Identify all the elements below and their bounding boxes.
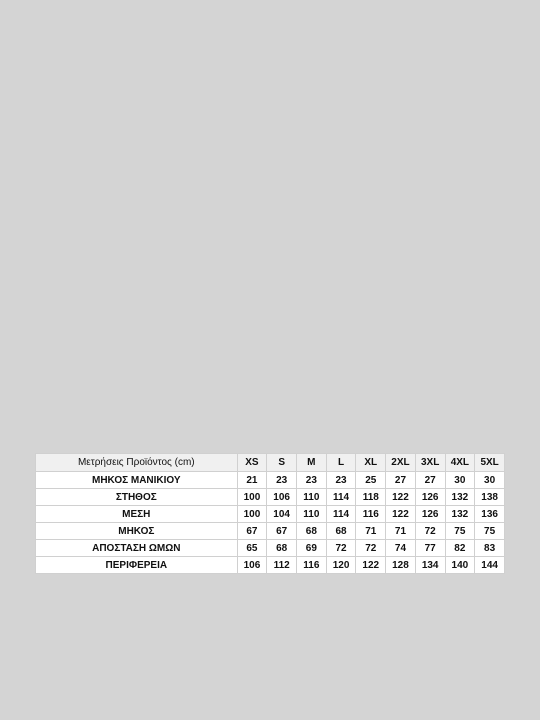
- table-row: [36, 472, 505, 489]
- row-label-length: ΜΗΚΟΣ: [36, 523, 238, 540]
- table-cell: 72: [326, 540, 356, 557]
- size-chart-header-label: Μετρήσεις Προϊόντος (cm): [36, 454, 238, 472]
- table-cell: 140: [445, 557, 475, 574]
- size-header-3xl: 3XL: [415, 454, 445, 472]
- table-cell: 21: [237, 472, 267, 489]
- table-cell: 75: [445, 523, 475, 540]
- table-cell: 23: [326, 472, 356, 489]
- table-row: [36, 489, 505, 506]
- table-cell: 138: [475, 489, 505, 506]
- table-cell: 82: [445, 540, 475, 557]
- table-cell: 75: [475, 523, 505, 540]
- row-label-circumference: ΠΕΡΙΦΕΡΕΙΑ: [36, 557, 238, 574]
- size-header-xl: XL: [356, 454, 386, 472]
- table-cell: 72: [415, 523, 445, 540]
- table-cell: 126: [415, 506, 445, 523]
- table-cell: 110: [297, 506, 327, 523]
- table-cell: 132: [445, 506, 475, 523]
- table-cell: 68: [326, 523, 356, 540]
- table-cell: 30: [475, 472, 505, 489]
- table-cell: 77: [415, 540, 445, 557]
- table-cell: 144: [475, 557, 505, 574]
- table-cell: 71: [386, 523, 416, 540]
- table-cell: 116: [297, 557, 327, 574]
- table-cell: 72: [356, 540, 386, 557]
- size-header-4xl: 4XL: [445, 454, 475, 472]
- row-label-sleeve-length: ΜΗΚΟΣ ΜΑΝΙΚΙΟΥ: [36, 472, 238, 489]
- table-row: [36, 540, 505, 557]
- size-header-s: S: [267, 454, 297, 472]
- size-header-5xl: 5XL: [475, 454, 505, 472]
- row-label-shoulder-width: ΑΠΟΣΤΑΣΗ ΩΜΩΝ: [36, 540, 238, 557]
- table-cell: 30: [445, 472, 475, 489]
- table-cell: 104: [267, 506, 297, 523]
- table-cell: 65: [237, 540, 267, 557]
- table-cell: 106: [267, 489, 297, 506]
- table-cell: 69: [297, 540, 327, 557]
- table-cell: 71: [356, 523, 386, 540]
- table-cell: 120: [326, 557, 356, 574]
- size-chart-header-row: [36, 454, 505, 472]
- table-cell: 106: [237, 557, 267, 574]
- size-header-l: L: [326, 454, 356, 472]
- table-cell: 67: [237, 523, 267, 540]
- table-cell: 122: [356, 557, 386, 574]
- table-cell: 100: [237, 489, 267, 506]
- table-cell: 122: [386, 489, 416, 506]
- table-cell: 136: [475, 506, 505, 523]
- table-cell: 114: [326, 489, 356, 506]
- table-cell: 83: [475, 540, 505, 557]
- table-cell: 27: [386, 472, 416, 489]
- table-cell: 23: [267, 472, 297, 489]
- table-cell: 116: [356, 506, 386, 523]
- size-chart-table: [35, 453, 505, 574]
- table-cell: 112: [267, 557, 297, 574]
- table-cell: 25: [356, 472, 386, 489]
- size-header-2xl: 2XL: [386, 454, 416, 472]
- table-row: [36, 506, 505, 523]
- table-cell: 128: [386, 557, 416, 574]
- row-label-chest: ΣΤΗΘΟΣ: [36, 489, 238, 506]
- table-cell: 118: [356, 489, 386, 506]
- table-cell: 67: [267, 523, 297, 540]
- table-cell: 114: [326, 506, 356, 523]
- row-label-waist: ΜΕΣΗ: [36, 506, 238, 523]
- table-cell: 100: [237, 506, 267, 523]
- table-cell: 68: [297, 523, 327, 540]
- table-row: [36, 523, 505, 540]
- table-cell: 23: [297, 472, 327, 489]
- table-cell: 74: [386, 540, 416, 557]
- table-cell: 68: [267, 540, 297, 557]
- table-cell: 122: [386, 506, 416, 523]
- table-cell: 27: [415, 472, 445, 489]
- table-cell: 134: [415, 557, 445, 574]
- table-row: [36, 557, 505, 574]
- table-cell: 110: [297, 489, 327, 506]
- table-cell: 126: [415, 489, 445, 506]
- table-cell: 132: [445, 489, 475, 506]
- size-header-xs: XS: [237, 454, 267, 472]
- size-header-m: M: [297, 454, 327, 472]
